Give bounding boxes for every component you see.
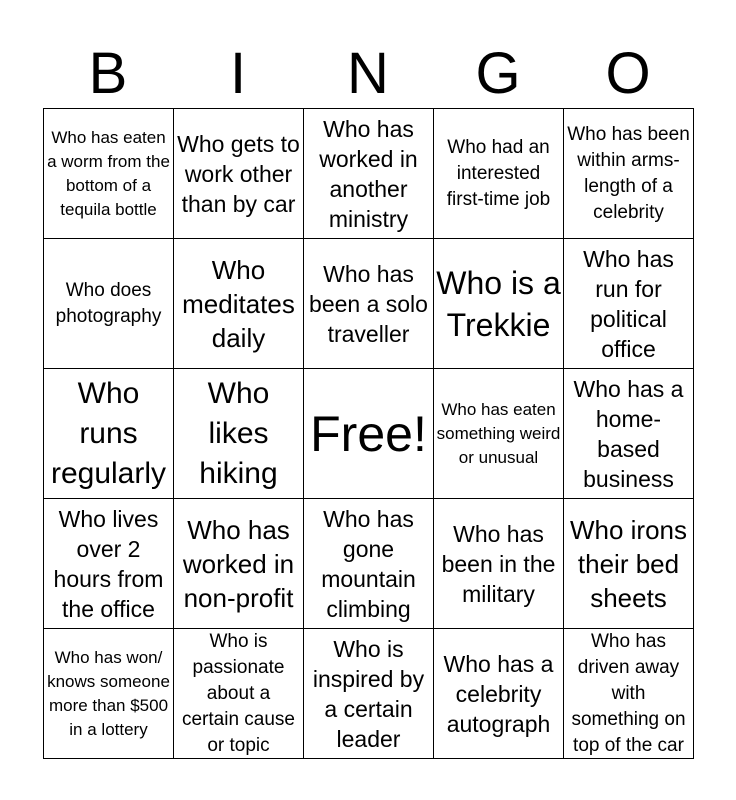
bingo-cell[interactable] [564, 239, 694, 369]
bingo-cell[interactable] [44, 109, 174, 239]
bingo-header [43, 40, 693, 108]
cell-text: Who has a celebrity autograph [443, 650, 554, 737]
cell-text: Who is passionate about a certain cause or topic [181, 630, 295, 756]
cell-text: Who is inspired by a certain leader [312, 635, 425, 752]
bingo-cell[interactable] [434, 109, 564, 239]
header-letter-b: B [88, 41, 128, 106]
cell-text: Who has been a solo traveller [309, 260, 428, 347]
cell-text: Who has won/ knows someone more than $500 in a lottery [47, 647, 170, 739]
bingo-cell[interactable] [174, 109, 304, 239]
cell-text: Who has driven away with something on top of the car [571, 630, 686, 756]
bingo-cell[interactable] [434, 239, 564, 369]
cell-text: Who has worked in another ministry [319, 115, 418, 232]
cell-text: Who irons their bed sheets [569, 514, 688, 613]
cell-text: Who runs regularly [50, 376, 167, 490]
cell-text: Who has a home-based business [573, 375, 684, 492]
bingo-cell[interactable] [434, 629, 564, 759]
bingo-cell[interactable] [174, 369, 304, 499]
bingo-cell[interactable] [564, 109, 694, 239]
cell-text: Who likes hiking [199, 376, 278, 490]
cell-text: Who meditates daily [182, 254, 295, 353]
header-letter-g: G [475, 41, 521, 106]
cell-text: Who has been within arms-length of a celebrity [567, 123, 690, 223]
cell-text: Who has eaten a worm from the bottom of a tequila bottle [47, 127, 170, 219]
cell-text: Who has been in the military [441, 520, 556, 607]
bingo-cell[interactable] [564, 369, 694, 499]
bingo-cell[interactable] [44, 629, 174, 759]
cell-text: Who does photography [55, 279, 162, 327]
bingo-cell[interactable] [434, 499, 564, 629]
cell-text: Who has worked in non-profit [182, 514, 295, 613]
bingo-cell[interactable] [174, 629, 304, 759]
bingo-cell[interactable] [564, 499, 694, 629]
bingo-cell[interactable] [434, 369, 564, 499]
cell-text: Who has eaten something weird or unusual [436, 399, 561, 467]
bingo-cell[interactable] [174, 499, 304, 629]
bingo-cell[interactable] [44, 499, 174, 629]
bingo-cell[interactable] [304, 109, 434, 239]
cell-text: Who has run for political office [583, 245, 674, 362]
bingo-cell[interactable] [44, 239, 174, 369]
bingo-cell[interactable] [44, 369, 174, 499]
bingo-cell[interactable] [304, 239, 434, 369]
free-space-text: Free! [310, 405, 427, 462]
header-letter-n: N [347, 41, 389, 106]
free-space-cell[interactable] [304, 369, 434, 499]
cell-text: Who has gone mountain climbing [321, 505, 416, 622]
header-letter-i: I [229, 41, 247, 106]
bingo-cell[interactable] [304, 499, 434, 629]
bingo-board [43, 108, 694, 759]
bingo-cell[interactable] [304, 629, 434, 759]
bingo-cell[interactable] [564, 629, 694, 759]
cell-text: Who had an interested first-time job [446, 136, 551, 210]
cell-text: Who is a Trekkie [436, 264, 561, 343]
cell-text: Who gets to work other than by car [177, 130, 300, 217]
header-letter-o: O [605, 41, 651, 106]
cell-text: Who lives over 2 hours from the office [53, 505, 164, 622]
bingo-cell[interactable] [174, 239, 304, 369]
